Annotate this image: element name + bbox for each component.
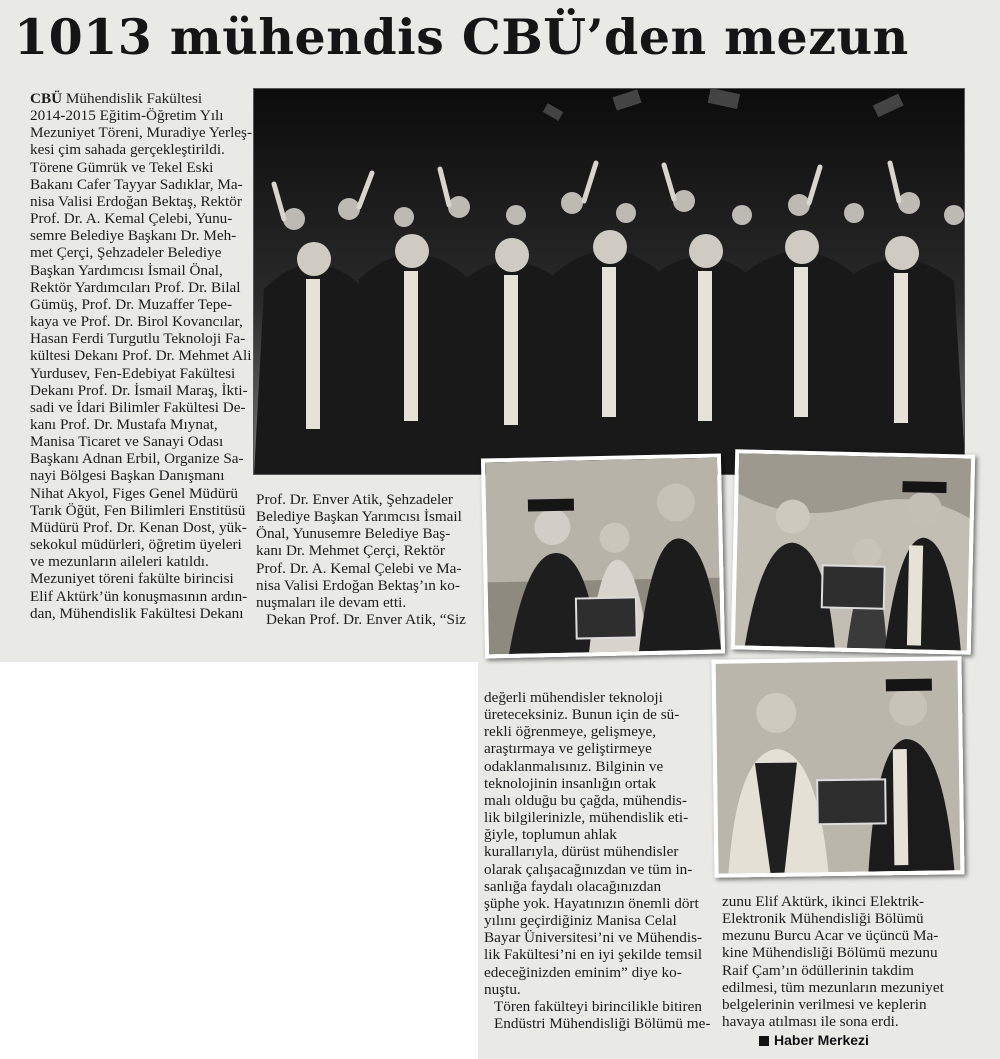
text-line: olarak çalışacağınızdan ve tüm in- — [484, 860, 693, 878]
text-line: edeceğinizden eminim” diye ko- — [484, 963, 682, 981]
text-line: Önal, Yunusemre Belediye Baş- — [256, 525, 451, 543]
text-line: dan, Mühendislik Fakültesi Dekanı — [30, 604, 244, 622]
article-column-3 — [484, 689, 710, 1032]
text-line: Hasan Ferdi Turgutlu Teknoloji Fa- — [30, 330, 246, 348]
text-line: Tören fakülteyi birincilikle bitiren — [494, 997, 702, 1015]
text-line: kanı Prof. Dr. Mustafa Mıynat, — [30, 415, 218, 433]
text-line: kültesi Dekanı Prof. Dr. Mehmet Ali — [30, 347, 252, 365]
text-line: Bakanı Cafer Tayyar Sadıklar, Ma- — [30, 175, 243, 193]
text-line: edilmesi, tüm mezunların mezuniyet — [722, 978, 944, 996]
text-line: Başkanı Adnan Erbil, Organize Sa- — [30, 450, 244, 468]
text-line: Müdürü Prof. Dr. Kenan Dost, yük- — [30, 518, 247, 536]
text-line: belgelerinin verilmesi ve keplerin — [722, 995, 927, 1013]
text-line: Dekan Prof. Dr. Enver Atik, “Siz — [266, 611, 466, 629]
article-paragraph — [256, 611, 474, 628]
text-line: Dekanı Prof. Dr. İsmail Maraş, İkti- — [30, 381, 248, 399]
text-line: sanlığa faydalı olacağınızdan — [484, 877, 662, 895]
text-line: kaya ve Prof. Dr. Birol Kovancılar, — [30, 313, 243, 331]
text-line: nisa Valisi Erdoğan Bektaş’ın ko- — [256, 576, 460, 594]
text-line: sadi ve İdari Bilimler Fakültesi De- — [30, 398, 246, 416]
byline — [759, 1032, 869, 1048]
text-line: Mezuniyet Töreni, Muradiye Yerleş- — [30, 124, 252, 142]
text-line: üreteceksiniz. Bunun için de sü- — [484, 706, 680, 724]
text-line: Başkan Yardımcısı İsmail Önal, — [30, 261, 223, 279]
text-line: Rektör Yardımcıları Prof. Dr. Bilal — [30, 278, 241, 296]
text-line: nayi Bölgesi Başkan Danışmanı — [30, 467, 225, 485]
award-photo-2 — [731, 449, 975, 654]
crowd-scene-illustration — [254, 89, 965, 475]
text-line: Elif Aktürk’ün konuşmasının ardın- — [30, 587, 248, 605]
text-line: lik bilgilerinizle, mühendislik eti- — [484, 809, 689, 827]
award-scene-illustration — [716, 660, 961, 873]
text-line: odaklanmalısınız. Bilginin ve — [484, 757, 664, 775]
text-line: Prof. Dr. Enver Atik, Şehzadeler — [256, 491, 453, 508]
text-line: malı olduğu bu çağda, mühendis- — [484, 791, 687, 809]
article-paragraph — [20, 570, 250, 621]
text-line: nisa Valisi Erdoğan Bektaş, Rektör — [30, 192, 242, 210]
award-scene-illustration — [735, 453, 971, 650]
text-line: değerli mühendisler teknoloji — [484, 689, 663, 706]
text-line: şüphe yok. Hayatınızın önemli dört — [484, 894, 699, 912]
article-column-4 — [722, 893, 964, 1030]
text-line: Prof. Dr. A. Kemal Çelebi, Yunu- — [30, 210, 233, 228]
text-line: met Çerçi, Şehzadeler Belediye — [30, 244, 222, 262]
text-line: zunu Elif Aktürk, ikinci Elektrik- — [722, 893, 925, 910]
article-paragraph — [20, 90, 250, 159]
text-line: Elektronik Mühendisliği Bölümü — [722, 910, 924, 928]
graduation-ceremony-photo — [253, 88, 965, 475]
award-scene-illustration — [485, 458, 721, 655]
article-paragraph — [722, 893, 964, 1030]
text-line: Manisa Ticaret ve Sanayi Odası — [30, 433, 224, 451]
text-line: semre Belediye Başkanı Dr. Meh- — [30, 227, 237, 245]
byline-text: Haber Merkezi — [774, 1032, 869, 1048]
square-bullet-icon — [759, 1036, 769, 1046]
text-line: Törene Gümrük ve Tekel Eski — [30, 158, 214, 176]
text-line: Bayar Üniversitesi’ni ve Mühendis- — [484, 929, 703, 947]
text-line: Mezuniyet töreni fakülte birincisi — [30, 570, 234, 588]
text-line: mezunu Burcu Acar ve üçüncü Ma- — [722, 927, 939, 945]
award-photo-1 — [481, 454, 725, 659]
text-line: Yurdusev, Fen-Edebiyat Fakültesi — [30, 364, 236, 382]
text-line: Tarık Öğüt, Fen Bilimleri Enstitüsü — [30, 501, 246, 519]
text-line: ve mezunların aileleri katıldı. — [30, 553, 209, 571]
text-line: rekli öğrenmeye, gelişmeye, — [484, 723, 657, 741]
text-line: Belediye Başkan Yarımcısı İsmail — [256, 508, 462, 526]
text-line: kanı Dr. Mehmet Çerçi, Rektör — [256, 542, 445, 560]
text-line: Prof. Dr. A. Kemal Çelebi ve Ma- — [256, 559, 462, 577]
award-photo-3 — [711, 656, 964, 877]
text-line: havaya atılması ile sona erdi. — [722, 1013, 899, 1031]
text-line: lik Fakültesi’ni en iyi şekilde temsil — [484, 946, 703, 964]
text-line: teknolojinin insanlığın ortak — [484, 774, 657, 792]
article-paragraph — [20, 159, 250, 571]
headline: 1013 mühendis CBÜ’den mezun — [14, 8, 909, 66]
text-line: kesi çim sahada gerçekleştirildi. — [30, 141, 225, 159]
text-line: kine Mühendisliği Bölümü mezunu — [722, 944, 938, 962]
text-line: Gümüş, Prof. Dr. Muzaffer Tepe- — [30, 295, 233, 313]
article-column-2 — [256, 491, 474, 628]
text-line: Endüstri Mühendisliği Bölümü me- — [494, 1014, 711, 1032]
article-paragraph — [484, 998, 710, 1032]
text-line: yılını geçirdiğiniz Manisa Celal — [484, 912, 677, 930]
text-line: nuştu. — [484, 980, 521, 998]
text-line: Nihat Akyol, Figes Genel Müdürü — [30, 484, 238, 502]
text-line: Raif Çam’ın ödüllerinin takdim — [722, 961, 914, 979]
article-column-1 — [20, 90, 250, 622]
text-line: nuşmaları ile devam etti. — [256, 593, 407, 611]
text-line: sekokul müdürleri, öğretim üyeleri — [30, 536, 242, 554]
text-line: araştırmaya ve geliştirmeye — [484, 740, 652, 758]
article-paragraph — [256, 491, 474, 611]
text-line: ğiyle, toplumun ahlak — [484, 826, 617, 844]
text-line: 2014-2015 Eğitim-Öğretim Yılı — [30, 107, 224, 125]
lead-word: CBÜ — [30, 90, 63, 107]
article-paragraph — [484, 689, 710, 998]
text-line: Mühendislik Fakültesi — [62, 90, 203, 107]
text-line: kurallarıyla, dürüst mühendisler — [484, 843, 679, 861]
